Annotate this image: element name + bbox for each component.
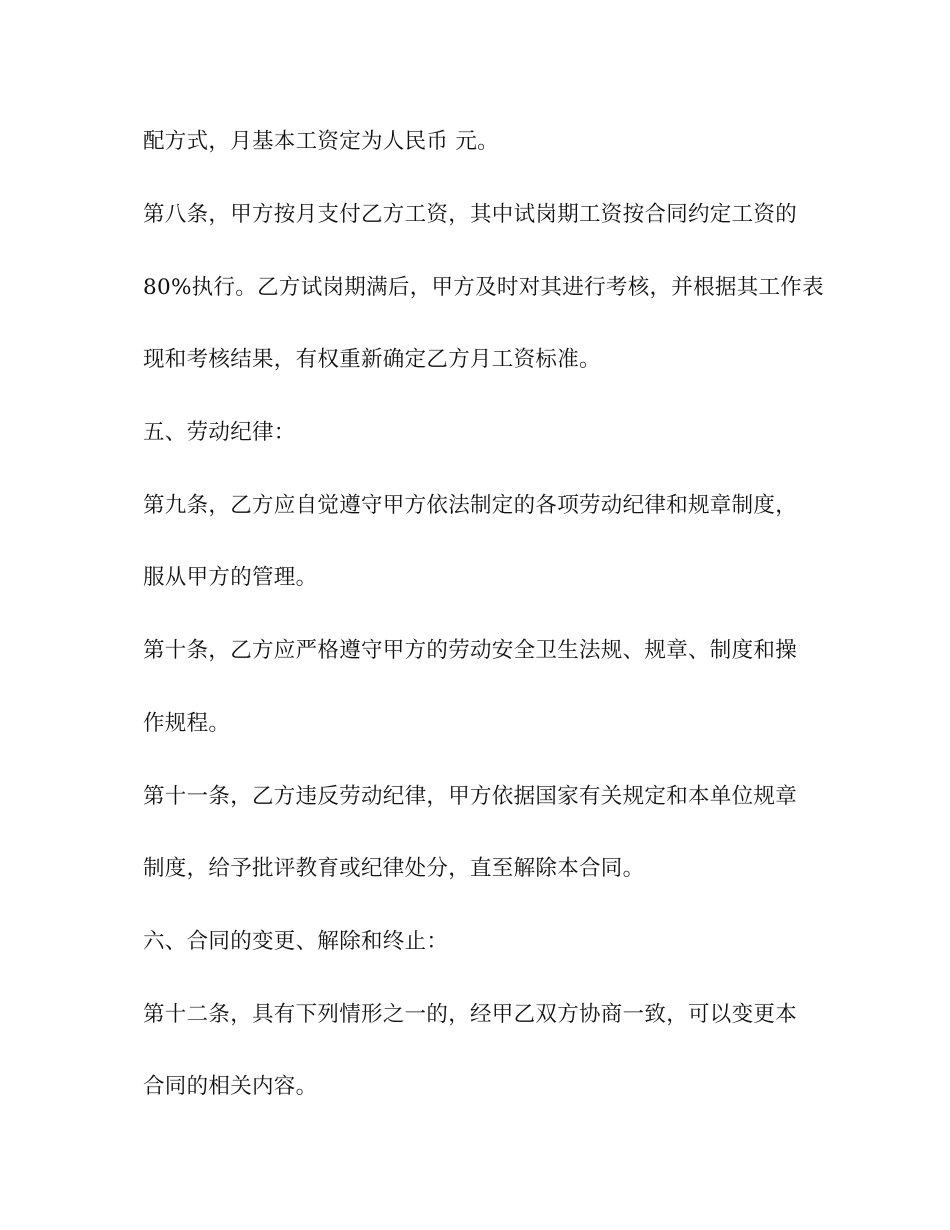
paragraph-line: 制度，给予批评教育或纪律处分，直至解除本合同。 (143, 856, 645, 881)
article-10-line: 第十条，乙方应严格遵守甲方的劳动安全卫生法规、规章、制度和操 (143, 638, 798, 663)
section-heading-contract-changes: 六、合同的变更、解除和终止： (143, 929, 449, 954)
paragraph-line: 服从甲方的管理。 (143, 565, 318, 590)
paragraph-line: 合同的相关内容。 (143, 1074, 318, 1099)
article-12-line: 第十二条，具有下列情形之一的，经甲乙双方协商一致，可以变更本 (143, 1002, 798, 1027)
section-heading-labor-discipline: 五、劳动纪律： (143, 420, 296, 445)
article-9-line: 第九条，乙方应自觉遵守甲方依法制定的各项劳动纪律和规章制度， (143, 493, 798, 518)
paragraph-line: 80%执行。乙方试岗期满后，甲方及时对其进行考核，并根据其工作表 (143, 275, 824, 300)
paragraph-line: 配方式，月基本工资定为人民币 元。 (143, 129, 499, 154)
article-11-line: 第十一条，乙方违反劳动纪律，甲方依据国家有关规定和本单位规章 (143, 784, 798, 809)
article-8-line: 第八条，甲方按月支付乙方工资，其中试岗期工资按合同约定工资的 (143, 202, 798, 227)
paragraph-line: 现和考核结果，有权重新确定乙方月工资标准。 (143, 347, 601, 372)
paragraph-line: 作规程。 (143, 711, 231, 736)
